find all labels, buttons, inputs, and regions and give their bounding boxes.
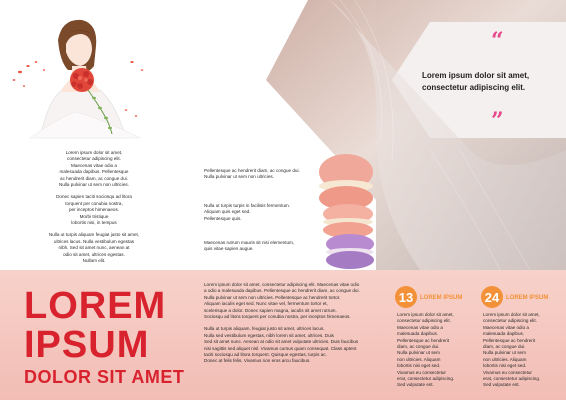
body-line: Aliquam quis eget sed. — [204, 209, 251, 215]
headline-line-2: IPSUM — [24, 324, 150, 366]
body-line: lobortis nisi eget sed. — [483, 363, 527, 369]
pull-quote-line: Lorem ipsum dolor sit amet, — [422, 71, 530, 80]
number-badge-13: 13 — [395, 286, 417, 308]
body-line: odio sit amet, ultrices egestas. — [63, 251, 125, 257]
body-line: Lorem ipsum dolor sit amet, — [65, 150, 123, 155]
body-line: Nulla pulvinar ut sem — [397, 350, 440, 356]
body-line: diam, ac congue dui. — [397, 344, 440, 350]
body-line: nisi sagittis sed aliquet nisl. Vivamus cursus quam consequat. Class aptent — [204, 345, 357, 351]
body-line: Nulla ut turpis aliquam, feugiat justo sit amet, ultrices lacus. — [204, 326, 325, 332]
body-line: Nulla pulvinar ut sem non ultricies. — [59, 182, 129, 188]
body-line: Nullam elit. — [82, 258, 106, 264]
body-line: scelerisque a dolor. Donec sapien magna, iaculis sit amet rutrum. — [204, 307, 337, 313]
body-line: Sed vulputate est. — [483, 382, 520, 388]
body-line: torquent per conubia nostra, — [65, 200, 123, 206]
body-line: Nulla pulvinar ut sem — [483, 350, 526, 356]
body-line: per inceptos himenaeos. — [68, 207, 120, 213]
body-line: Donec sapien taciti sociosqu ad litora — [56, 194, 132, 200]
headline-subtitle: DOLOR SIT AMET — [24, 367, 185, 387]
body-line: Nulla sed vestibulum egestas, nibh lorem sit amet, ultrices. Duis — [204, 332, 334, 338]
column-heading: LOREM IPSUM — [420, 295, 463, 301]
quote-open-icon: “ — [491, 28, 504, 54]
body-line: Pellentesque ac hendrerit — [483, 337, 536, 343]
body-line: Vivamus eu consectetur — [483, 369, 532, 375]
body-line: a odio a malesuada dapibus. Pellentesque ac hendrerit diam, ac congue dui. — [204, 288, 360, 294]
pull-quote-line: consectetur adipiscing elit. — [422, 83, 526, 92]
body-line: malesuada dapibus. — [397, 331, 439, 337]
body-line: lobortis nisi, in tempus — [71, 220, 117, 226]
body-line: Nulla ut turpis turpis in facilisis fermentum. — [204, 203, 291, 208]
body-line: Nulla pulvinar ut sem non ultricies. Pellentesque ac hendrerit tortor. — [204, 294, 341, 300]
body-line: Sed sit amet nunc. Aenean at odio sit amet vulputate ultricies. Duis faucibus — [204, 339, 359, 345]
body-line: Vivamus eu consectetur — [397, 369, 446, 375]
column-1-text — [397, 312, 454, 389]
body-line: Lorem ipsum dolor sit amet, — [483, 312, 540, 317]
column-2-text — [483, 312, 540, 389]
body-line: erat, consectetur adipiscing. — [483, 376, 541, 382]
column-heading: LOREM IPSUM — [506, 295, 549, 301]
body-line: erat, consectetur adipiscing. — [397, 376, 455, 382]
body-line: diam, ac congue dui. — [483, 344, 526, 350]
body-line: Maecenas rutrum mauris sit nisi elementum, — [204, 240, 295, 245]
body-line: consectetur adipiscing elit. — [483, 318, 537, 324]
body-line: Pellentesque ac hendrerit — [397, 337, 450, 343]
body-line: non ultricies. Aliquam — [397, 356, 441, 362]
pull-quote — [422, 70, 529, 94]
body-line: Donec at felis felis. Vivamus non eros arcu faucibus. — [204, 358, 311, 364]
body-line: Pellentesque quis. — [204, 215, 242, 221]
body-line: Sed vulputate est. — [397, 382, 434, 388]
body-line: Maecenas vitae odio a — [483, 324, 529, 330]
body-line: consectetur adipiscing elit. — [397, 318, 451, 324]
headline-line-1: LOREM — [24, 285, 167, 327]
body-line: Maecenas vitae odio a — [71, 162, 117, 168]
body-line: Lorem ipsum dolor sit amet, consectetur adipiscing elit. Maecenas vitae odio — [204, 282, 360, 287]
body-line: Lorem ipsum dolor sit amet, — [397, 312, 454, 317]
body-line: nibh. Sed sit amet nunc, aenean at — [58, 245, 130, 251]
body-line: non ultricies. Aliquam — [483, 356, 527, 362]
body-line: Pellentesque ac hendrerit diam, ac congue dui. — [204, 168, 300, 173]
body-line: Sociosqu ad litora torquent per conubia nostra, per inceptos himenaeos. — [204, 314, 351, 320]
body-line: consectetur adipiscing elit. — [67, 156, 121, 162]
body-line: Maecenas vitae odio a — [397, 324, 443, 330]
macaron-stack — [319, 154, 374, 269]
body-line: Morbi tristique — [79, 213, 109, 219]
body-line: ultrices lacus. Nulla vestibulum egestas — [53, 238, 135, 244]
body-line: Nulla pulvinar ut sem non ultricies. — [204, 174, 274, 180]
quote-close-icon: ” — [491, 108, 504, 134]
body-line: malesuada dapibus. — [483, 331, 525, 337]
body-line: quis vitae sapien augue. — [204, 246, 254, 252]
body-line: Nulla ut turpis aliquam feugiat justo sit amet, — [48, 232, 140, 238]
body-line: lobortis nisi eget sed. — [397, 363, 441, 369]
number-badge-24: 24 — [481, 286, 503, 308]
body-line: malesuada dapibus. Pellentesque — [59, 169, 129, 175]
body-line: taciti sociosqu ad litora torquent. Quisque egestas, turpis ac. — [204, 352, 327, 358]
body-line: Aliquam iaculis eget sed. Nunc vitae vel, fermentum tortor et, — [204, 301, 328, 307]
body-line: ac hendrerit diam, ac congue dui. — [60, 175, 128, 181]
